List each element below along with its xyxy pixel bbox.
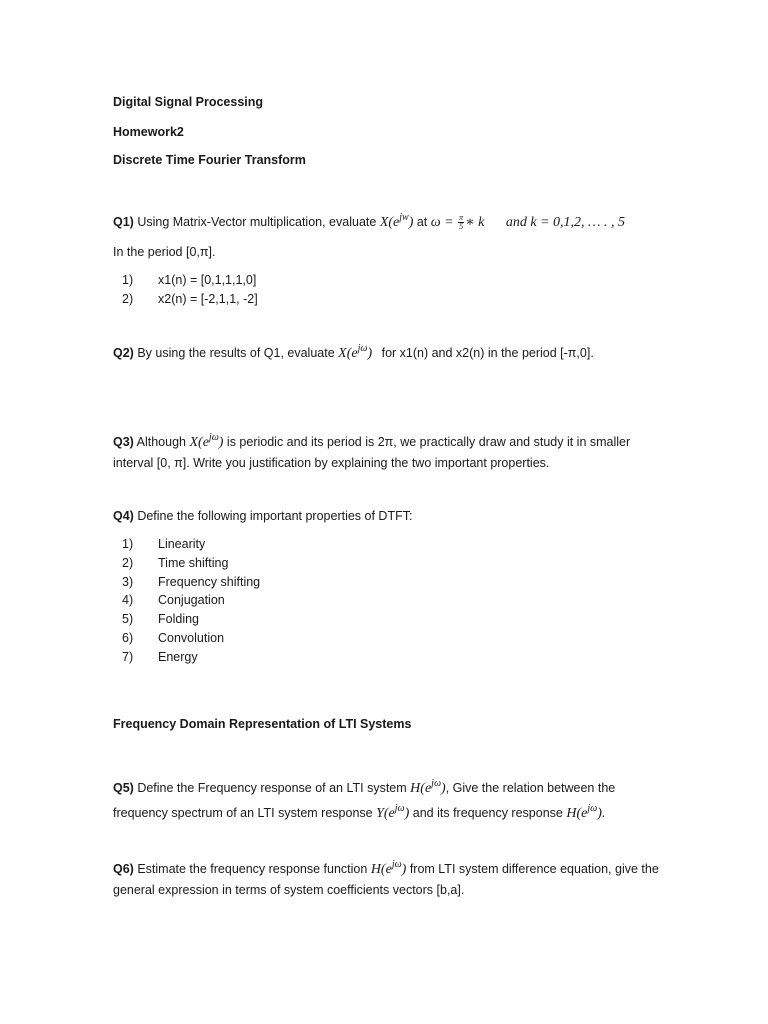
section-title: Frequency Domain Representation of LTI Systems [113, 717, 412, 731]
q1-k-range: and k = 0,1,2, … . , 5 [505, 215, 625, 230]
q3-func: $X(e^{j\omega})$ [189, 432, 224, 450]
q6-text: Estimate the frequency response function [137, 862, 368, 876]
q1-at: at [416, 215, 428, 229]
q2-text: By using the results of Q1, evaluate [137, 346, 335, 360]
q2-label: Q2) [113, 346, 134, 360]
q6-label: Q6) [113, 862, 134, 876]
q2-statement [113, 339, 713, 364]
q5-label: Q5) [113, 781, 134, 795]
list-item: 5) Folding [122, 612, 199, 627]
list-item: 2) x2(n) = [-2,1,1, -2] [122, 291, 258, 306]
q5-text: Define the Frequency response of an LTI system [137, 781, 407, 795]
q5-y-func: $Y(e^{j\omega})$ [376, 803, 410, 821]
course-title: Digital Signal Processing [113, 95, 264, 109]
q5-statement [113, 774, 658, 824]
q1-func: $X(e^{jw})$ [379, 212, 414, 230]
q5-text2: , Give the relation between the frequency spectrum of an LTI system response [113, 781, 616, 820]
list-item: 1) x1(n) = [0,1,1,1,0] [122, 273, 257, 287]
q3-statement [113, 428, 658, 473]
topic-title: Discrete Time Fourier Transform [113, 153, 306, 167]
q1-omega: ω = $\frac{\pi}{5}$ ∗ k [430, 213, 485, 232]
q4-statement [113, 506, 673, 526]
q6-h-func: $H(e^{j\omega})$ [370, 859, 407, 877]
q1-list [113, 271, 513, 309]
q2-text-after: for x1(n) and x2(n) in the period [-π,0]. [381, 346, 594, 360]
q1-label: Q1) [113, 215, 134, 229]
q3-text-after: is periodic and its period is 2π, we practically draw and study it in smaller interval [0, π]. Write you justification by explaining the two important properties. [113, 435, 631, 470]
q3-label: Q3) [113, 435, 134, 449]
q3-text: Although [136, 435, 186, 449]
q4-list [113, 535, 513, 667]
q1-statement [113, 208, 713, 233]
q5-h-func-2: $H(e^{j\omega})$. [566, 803, 606, 821]
q4-label: Q4) [113, 509, 134, 523]
list-item: 1) Linearity [122, 537, 206, 551]
q6-statement [113, 855, 673, 900]
q6-text2: from LTI system difference equation, give the general expression in terms of system coefficients vectors [b,a]. [113, 862, 659, 897]
q1-text: Using Matrix-Vector multiplication, evaluate [137, 215, 377, 229]
q1-fraction: $\frac{\pi}{5}$ [459, 213, 464, 232]
q2-func: $X(e^{j\omega})$ [338, 343, 373, 361]
assignment-title: Homework2 [113, 125, 184, 139]
list-item: 7) Energy [122, 649, 198, 664]
q5-text3: and its frequency response [412, 806, 563, 820]
list-item: 2) Time shifting [122, 555, 229, 570]
list-item: 6) Convolution [122, 630, 225, 645]
q5-h-func: $H(e^{j\omega})$ [410, 778, 446, 796]
list-item: 4) Conjugation [122, 593, 225, 608]
q1-period: In the period [0,π]. [113, 245, 216, 259]
q4-text: Define the following important properties of DTFT: [137, 509, 413, 523]
list-item: 3) Frequency shifting [122, 574, 261, 589]
